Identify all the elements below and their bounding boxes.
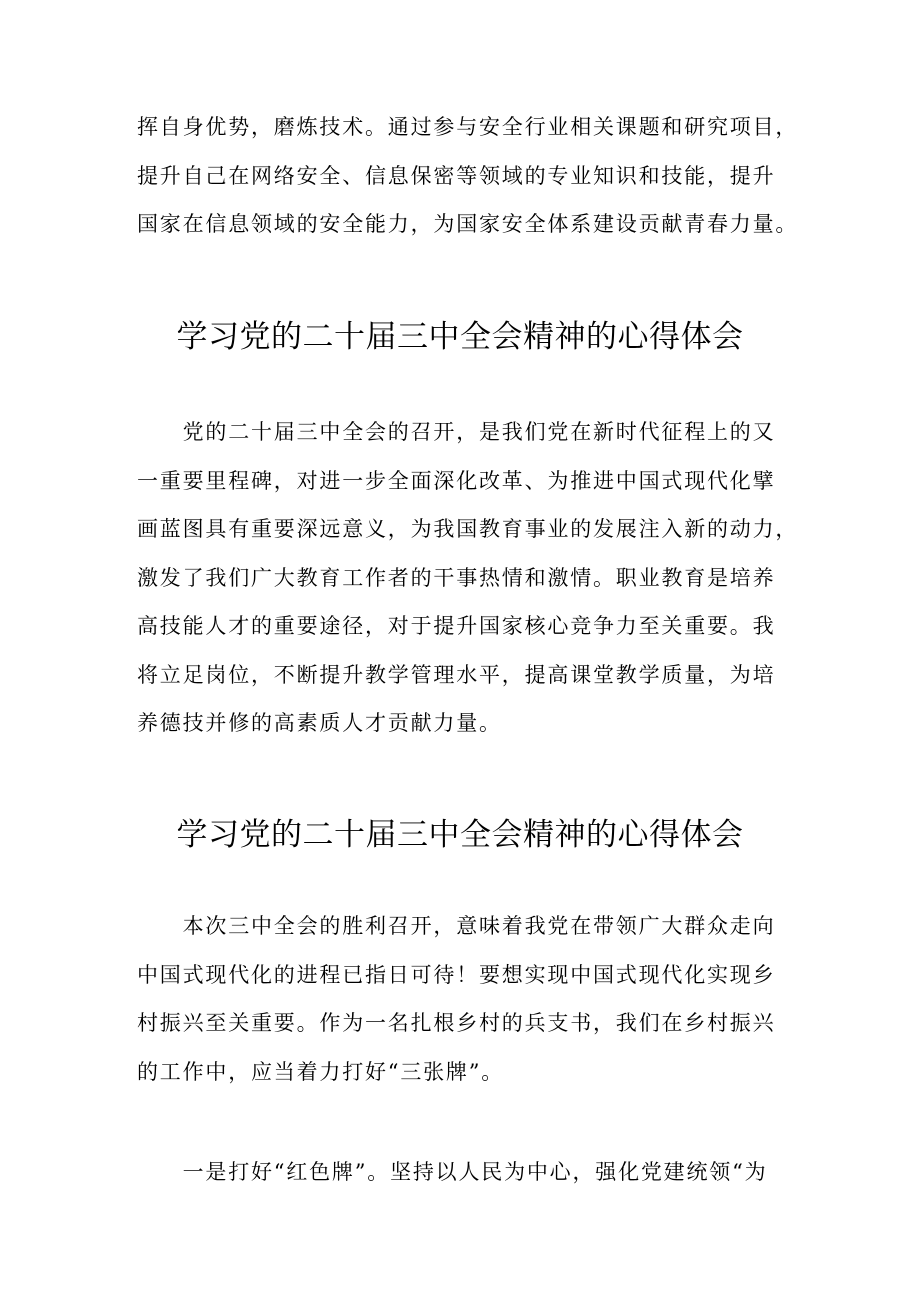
text-line: 提升自己在网络安全、信息保密等领域的专业知识和技能，提升 — [137, 163, 776, 188]
text-line: 将立足岗位，不断提升教学管理水平，提高课堂教学质量，为培 — [137, 662, 776, 687]
text-line: 一是打好“红色牌”。坚持以人民为中心，强化党建统领“为 — [137, 1160, 768, 1184]
section-title: 学习党的二十届三中全会精神的心得体会 — [176, 817, 744, 853]
paragraph — [137, 1148, 797, 1197]
text-line: 画蓝图具有重要深远意义，为我国教育事业的发展注入新的动力， — [137, 517, 799, 541]
text-line: 国家在信息领域的安全能力，为国家安全体系建设贡献青春力量。 — [137, 212, 799, 236]
text-line: 本次三中全会的胜利召开，意味着我党在带领广大群众走向 — [137, 914, 776, 938]
paragraph-continuation — [137, 103, 797, 249]
text-line: 养德技并修的高素质人才贡献力量。 — [137, 711, 502, 735]
text-line: 党的二十届三中全会的召开，是我们党在新时代征程上的又 — [137, 420, 776, 444]
paragraph — [137, 408, 797, 748]
text-line: 中国式现代化的进程已指日可待！要想实现中国式现代化实现乡 — [137, 962, 776, 987]
section-title: 学习党的二十届三中全会精神的心得体会 — [176, 319, 744, 355]
text-line: 激发了我们广大教育工作者的干事热情和激情。职业教育是培养 — [137, 565, 776, 590]
paragraph — [137, 902, 797, 1096]
text-line: 挥自身优势，磨炼技术。通过参与安全行业相关课题和研究项目， — [137, 115, 799, 139]
text-line: 高技能人才的重要途径，对于提升国家核心竞争力至关重要。我 — [137, 614, 776, 638]
text-line: 的工作中，应当着力打好“三张牌”。 — [137, 1059, 505, 1084]
text-line: 村振兴至关重要。作为一名扎根乡村的兵支书，我们在乡村振兴 — [137, 1011, 776, 1035]
text-line: 一重要里程碑，对进一步全面深化改革、为推进中国式现代化擘 — [137, 468, 776, 493]
